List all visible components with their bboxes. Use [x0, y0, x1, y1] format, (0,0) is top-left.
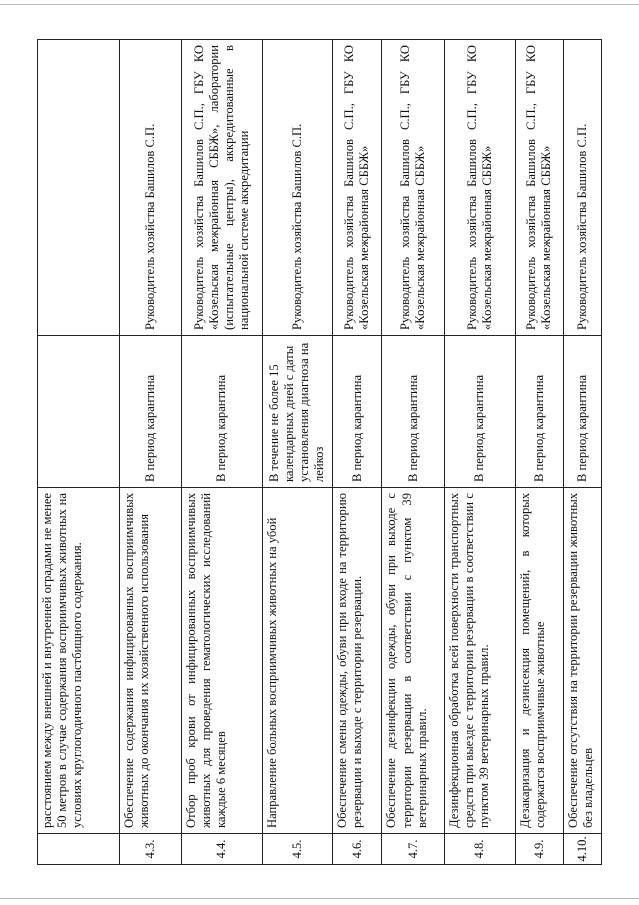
table-row — [515, 40, 563, 865]
measure-text: Обеспечение содержания инфицированных восприимчивых животных до окончания их хозяйственного использования — [119, 488, 181, 834]
row-number: 4.7. — [382, 834, 444, 865]
measure-responsible: Руководитель хозяйства Башилов С.П. — [119, 40, 181, 336]
table-row — [182, 40, 263, 865]
measure-responsible: Руководитель хозяйства Башилов С.П., ГБУ КО «Козельская межрайонная СББЖ», лаборатории (испытательные центры), аккредитованные в национальной системе аккредитации — [182, 40, 263, 336]
row-number: 4.8. — [444, 834, 515, 865]
measure-term: В период карантина — [515, 336, 563, 488]
row-number: 4.4. — [182, 834, 263, 865]
measure-term: В период карантина — [444, 336, 515, 488]
quarantine-measures-table — [37, 39, 602, 865]
measure-term: В период карантина — [564, 336, 602, 488]
measure-term: В период карантина — [182, 336, 263, 488]
row-number: 4.9. — [515, 834, 563, 865]
measure-responsible: Руководитель хозяйства Башилов С.П. — [262, 40, 332, 336]
rotated-table-wrapper — [37, 40, 602, 865]
measure-responsible: Руководитель хозяйства Башилов С.П., ГБУ КО «Козельская межрайонная СББЖ» — [515, 40, 563, 336]
measure-term — [38, 336, 120, 488]
row-number: 4.10. — [564, 834, 602, 865]
measure-text: Дезинфекционная обработка всей поверхности транспортных средств при выезде с территории резервации в соответствии с пунктом 39 ветеринарных правил. — [444, 488, 515, 834]
measure-text: Обеспечение дезинфекции одежды, обуви при выходе с территории резервации в соответствии с пунктом 39 ветеринарных правил. — [382, 488, 444, 834]
table-row — [332, 40, 381, 865]
scan-edge-bottom — [0, 898, 639, 899]
table-row — [564, 40, 602, 865]
measure-text: Обеспечение смены одежды, обуви при входе на территорию резервации и выходе с территории резервации. — [332, 488, 381, 834]
measure-term: В период карантина — [382, 336, 444, 488]
measure-term: В период карантина — [332, 336, 381, 488]
measure-responsible: Руководитель хозяйства Башилов С.П. — [564, 40, 602, 336]
table-row — [38, 40, 120, 865]
measure-text: расстоянием между внешней и внутренней оградами не менее 50 метров в случае содержания восприимчивых животных на условиях круглогодичного пастбищного содержания. — [38, 488, 120, 834]
table-row — [444, 40, 515, 865]
measure-text: Дезакаризация и дезинсекция помещений, в которых содержатся восприимчивые животные — [515, 488, 563, 834]
table-row — [262, 40, 332, 865]
row-number: 4.3. — [119, 834, 181, 865]
table-row — [119, 40, 181, 865]
row-number: 4.5. — [262, 834, 332, 865]
measure-responsible — [38, 40, 120, 336]
measure-text: Обеспечение отсутствия на территории резервации животных без владельцев — [564, 488, 602, 834]
measure-text: Направление больных восприимчивых животных на убой — [262, 488, 332, 834]
measure-term: В течение не более 15 календарных дней с даты установления диагноза на лейкоз — [262, 336, 332, 488]
measure-responsible: Руководитель хозяйства Башилов С.П., ГБУ КО «Козельская межрайонная СББЖ» — [444, 40, 515, 336]
measure-responsible: Руководитель хозяйства Башилов С.П., ГБУ КО «Козельская межрайонная СББЖ» — [382, 40, 444, 336]
table-row — [382, 40, 444, 865]
measure-responsible: Руководитель хозяйства Башилов С.П., ГБУ КО «Козельская межрайонная СББЖ» — [332, 40, 381, 336]
row-number: 4.6. — [332, 834, 381, 865]
row-number — [38, 834, 120, 865]
scan-edge-top — [0, 4, 639, 5]
measure-term: В период карантина — [119, 336, 181, 488]
measure-text: Отбор проб крови от инфицированных восприимчивых животных для проведения гематологических исследований каждые 6 месяцев — [182, 488, 263, 834]
